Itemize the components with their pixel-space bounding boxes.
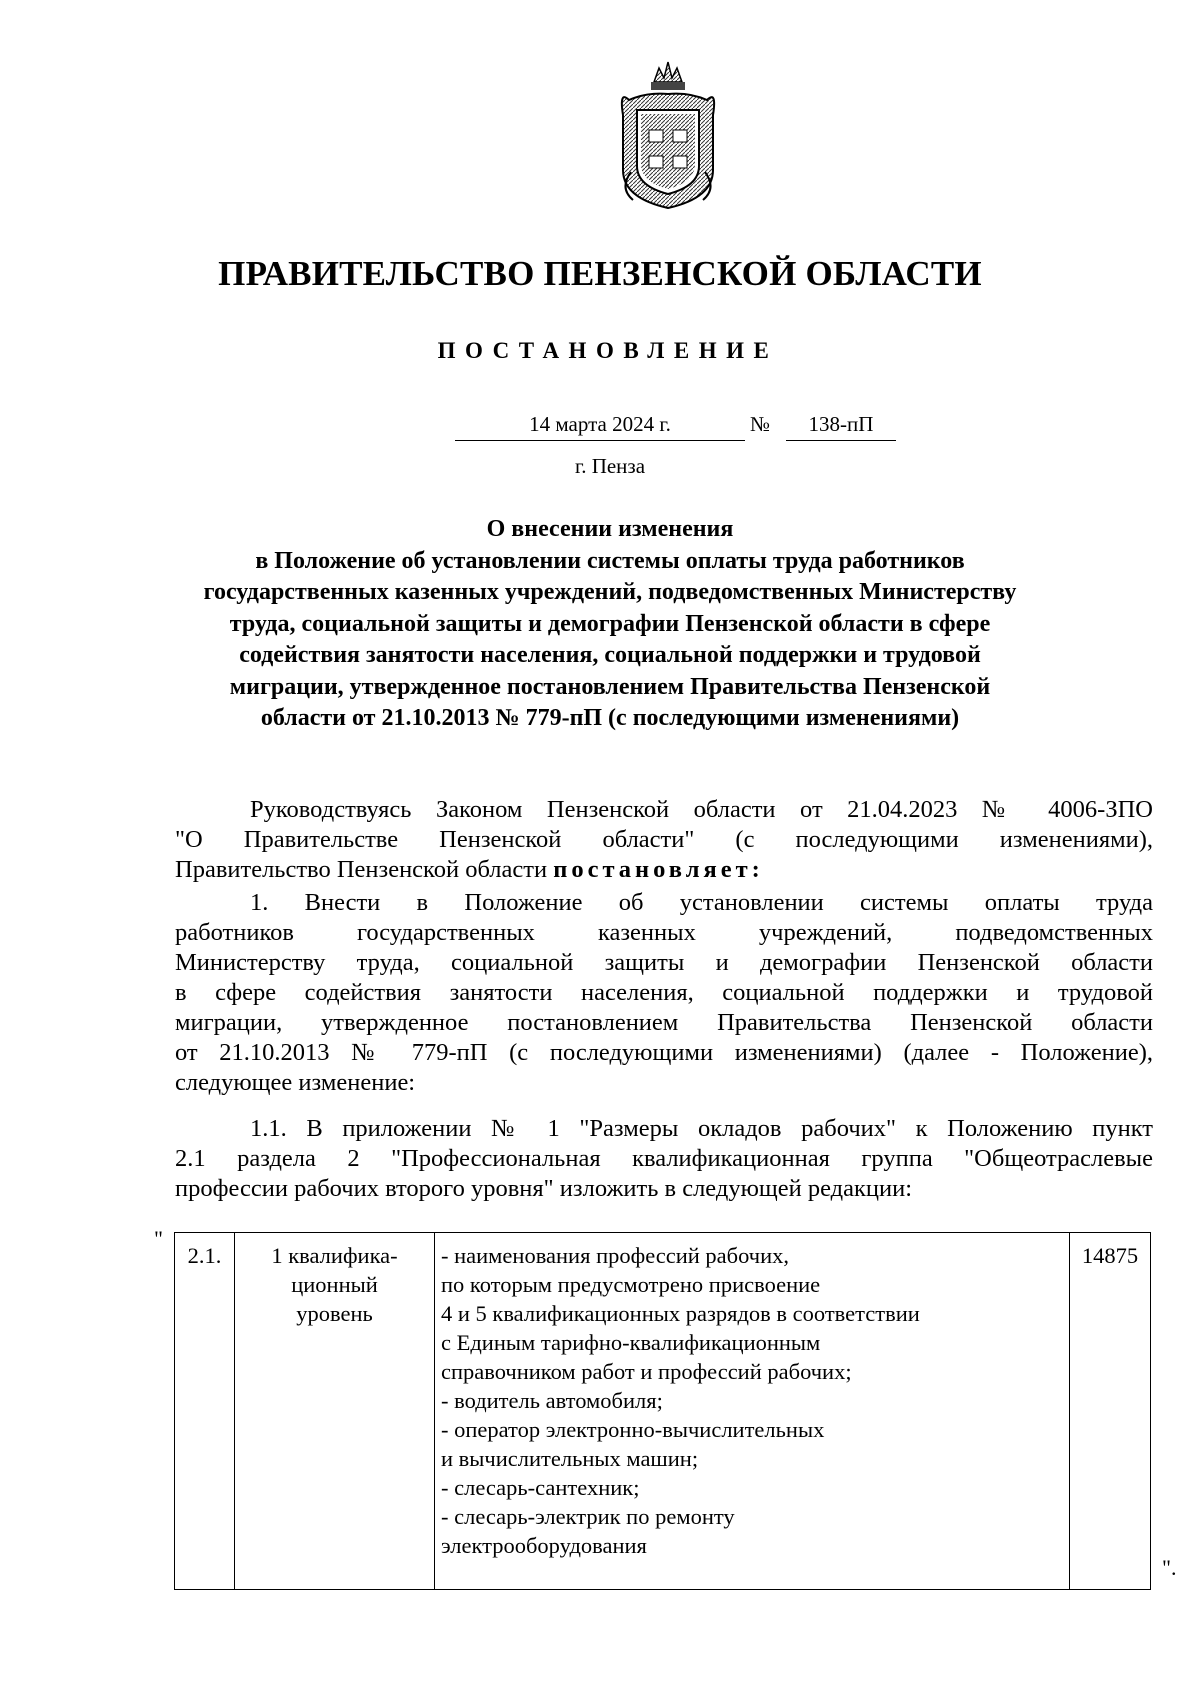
- salary-cell: 14875: [1070, 1233, 1151, 1590]
- document-subject: [150, 514, 1070, 735]
- profession-line: - наименования профессий рабочих,: [441, 1243, 790, 1268]
- item-1-paragraph: [175, 888, 1153, 1098]
- document-city: г. Пенза: [574, 454, 646, 478]
- subject-line: миграции, утвержденное постановлением Правительства Пензенской: [229, 673, 991, 700]
- subject-line: в Положение об установлении системы оплаты труда работников: [255, 547, 965, 574]
- item-1-line: от 21.10.2013 № 779-пП (с последующими изменениями) (далее - Положение),: [175, 1039, 1153, 1066]
- item-1-line: миграции, утвержденное постановлением Правительства Пензенской области: [175, 1009, 1153, 1036]
- closing-quote: ".: [1162, 1555, 1177, 1580]
- document-number: 138-пП: [786, 412, 896, 441]
- coat-of-arms-icon: [609, 60, 727, 212]
- intro-paragraph: [175, 795, 1153, 885]
- item-1-line: Министерству труда, социальной защиты и демографии Пензенской области: [175, 949, 1153, 976]
- profession-line: - водитель автомобиля;: [441, 1388, 663, 1413]
- profession-line: по которым предусмотрено присвоение: [441, 1272, 821, 1297]
- amendment-table: [174, 1232, 1151, 1590]
- profession-line: электрооборудования: [441, 1533, 647, 1558]
- number-sign: №: [750, 412, 771, 436]
- subject-line: О внесении изменения: [486, 516, 734, 542]
- item-1-line: работников государственных казенных учреждений, подведомственных: [175, 919, 1153, 946]
- subject-line: содействия занятости населения, социальной поддержки и трудовой: [239, 642, 981, 668]
- profession-line: - оператор электронно-вычислительных: [441, 1417, 825, 1442]
- profession-line: - слесарь-сантехник;: [441, 1475, 640, 1500]
- profession-line: - слесарь-электрик по ремонту: [441, 1504, 735, 1529]
- item-1-1-paragraph: [175, 1114, 1153, 1204]
- document-type: ПОСТАНОВЛЕНИЕ: [437, 338, 779, 363]
- organization-title: ПРАВИТЕЛЬСТВО ПЕНЗЕНСКОЙ ОБЛАСТИ: [218, 254, 982, 293]
- item-1-1-line: профессии рабочих второго уровня" изложить в следующей редакции:: [175, 1175, 913, 1202]
- item-1-line: следующее изменение:: [175, 1069, 416, 1096]
- document-date: 14 марта 2024 г.: [455, 412, 745, 441]
- item-1-1-line: 1.1. В приложении № 1 "Размеры окладов рабочих" к Положению пункт: [250, 1115, 1153, 1142]
- level-line: 1 квалифика-: [271, 1243, 398, 1268]
- level-line: ционный: [291, 1272, 378, 1297]
- opening-quote: ": [154, 1226, 163, 1251]
- item-number-cell: 2.1.: [175, 1233, 235, 1590]
- level-line: уровень: [296, 1301, 373, 1326]
- subject-line: государственных казенных учреждений, подведомственных Министерству: [203, 579, 1017, 605]
- profession-line: справочником работ и профессий рабочих;: [441, 1359, 852, 1384]
- subject-line: области от 21.10.2013 № 779-пП (с последующими изменениями): [260, 705, 960, 731]
- qualification-level-cell: [235, 1233, 435, 1590]
- intro-line: [175, 855, 1153, 885]
- profession-line: и вычислительных машин;: [441, 1446, 699, 1471]
- intro-line: Руководствуясь Законом Пензенской области от 21.04.2023 № 4006-ЗПО: [250, 796, 1153, 823]
- item-1-1-line: 2.1 раздела 2 "Профессиональная квалификационная группа "Общеотраслевые: [175, 1145, 1153, 1172]
- table-row: [175, 1233, 1151, 1590]
- resolution-keyword: постановляет:: [553, 856, 764, 883]
- item-1-line: в сфере содействия занятости населения, социальной поддержки и трудовой: [175, 979, 1153, 1006]
- professions-cell: [435, 1233, 1070, 1590]
- profession-line: с Единым тарифно-квалификационным: [441, 1330, 821, 1355]
- intro-text: Правительство Пензенской области: [175, 856, 554, 883]
- intro-line: "О Правительстве Пензенской области" (с последующими изменениями),: [175, 826, 1153, 853]
- profession-line: 4 и 5 квалификационных разрядов в соответствии: [441, 1301, 920, 1326]
- subject-line: труда, социальной защиты и демографии Пензенской области в сфере: [229, 610, 991, 637]
- item-1-line: 1. Внести в Положение об установлении системы оплаты труда: [250, 889, 1153, 916]
